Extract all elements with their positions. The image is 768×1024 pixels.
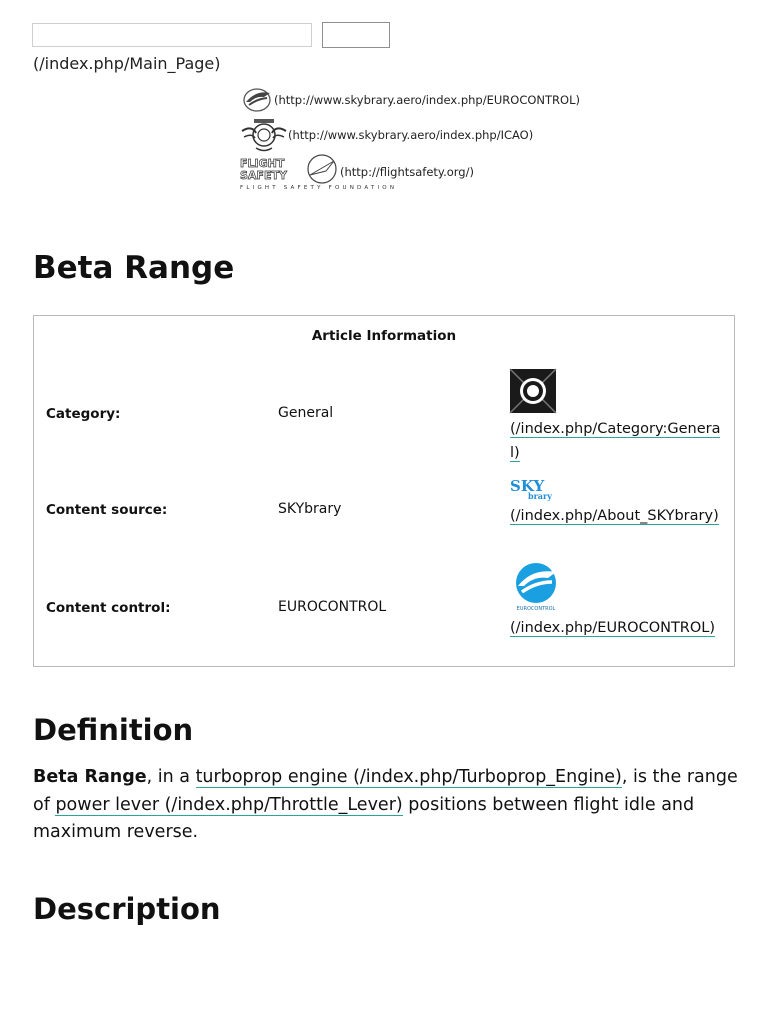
category-label: Category:: [46, 406, 121, 422]
partner-icao-url: (http://www.skybrary.aero/index.php/ICAO): [288, 128, 534, 142]
partner-fsf-url: (http://flightsafety.org/): [340, 165, 474, 179]
svg-text:FLIGHT: FLIGHT: [240, 157, 285, 170]
partner-icao-link[interactable]: [240, 117, 533, 153]
partner-eurocontrol-url: (http://www.skybrary.aero/index.php/EUROCONTROL): [274, 93, 580, 107]
flight-safety-foundation-logo-icon: [240, 153, 398, 191]
description-heading: Description: [33, 892, 221, 926]
eurocontrol-logo-icon: [240, 86, 274, 114]
partner-fsf-link[interactable]: [240, 153, 474, 191]
content-source-label: Content source:: [46, 502, 168, 518]
svg-text:SKY: SKY: [510, 477, 545, 495]
article-info-caption: Article Information: [311, 328, 457, 344]
partner-eurocontrol-link[interactable]: [240, 86, 580, 114]
icao-emblem-icon: [240, 117, 288, 153]
skybrary-logo-icon: [510, 478, 562, 500]
svg-text:brary: brary: [528, 491, 552, 501]
definition-text: [33, 764, 738, 847]
category-link-cell: [510, 369, 722, 465]
definition-heading: Definition: [33, 713, 194, 747]
content-control-label: Content control:: [46, 600, 171, 616]
about-skybrary-link[interactable]: (/index.php/About_SKYbrary): [510, 508, 719, 524]
category-icon: [510, 369, 556, 413]
content-source-value: SKYbrary: [278, 501, 342, 517]
content-source-link-cell: [510, 478, 722, 528]
definition-text-1: , in a: [146, 767, 196, 787]
definition-text-2: , is the range of: [33, 767, 738, 815]
category-value: General: [278, 405, 334, 421]
fsf-logo-text: FLIGHT SAFETY FOUNDATION: [240, 185, 398, 191]
eurocontrol-logo-icon: [510, 562, 562, 612]
category-general-link[interactable]: (/index.php/Category:General): [510, 421, 721, 461]
content-control-value: EUROCONTROL: [278, 599, 387, 615]
main-page-link[interactable]: (/index.php/Main_Page): [33, 54, 221, 73]
svg-text:SAFETY: SAFETY: [240, 169, 287, 182]
definition-term: Beta Range: [33, 767, 147, 787]
search-input[interactable]: [32, 23, 312, 47]
content-control-link-cell: [510, 562, 722, 640]
power-lever-link[interactable]: power lever (/index.php/Throttle_Lever): [55, 794, 403, 815]
eurocontrol-link[interactable]: (/index.php/EUROCONTROL): [510, 620, 716, 636]
article-info-box: [33, 315, 735, 667]
search-bar: [32, 23, 390, 48]
turboprop-engine-link[interactable]: turboprop engine (/index.php/Turboprop_Engine): [195, 767, 622, 787]
eurocontrol-logo-text: EUROCONTROL: [516, 606, 556, 612]
search-button[interactable]: [322, 22, 390, 48]
page-title: Beta Range: [33, 250, 235, 286]
definition-text-3: positions between flight idle and maximum reverse.: [33, 794, 695, 842]
